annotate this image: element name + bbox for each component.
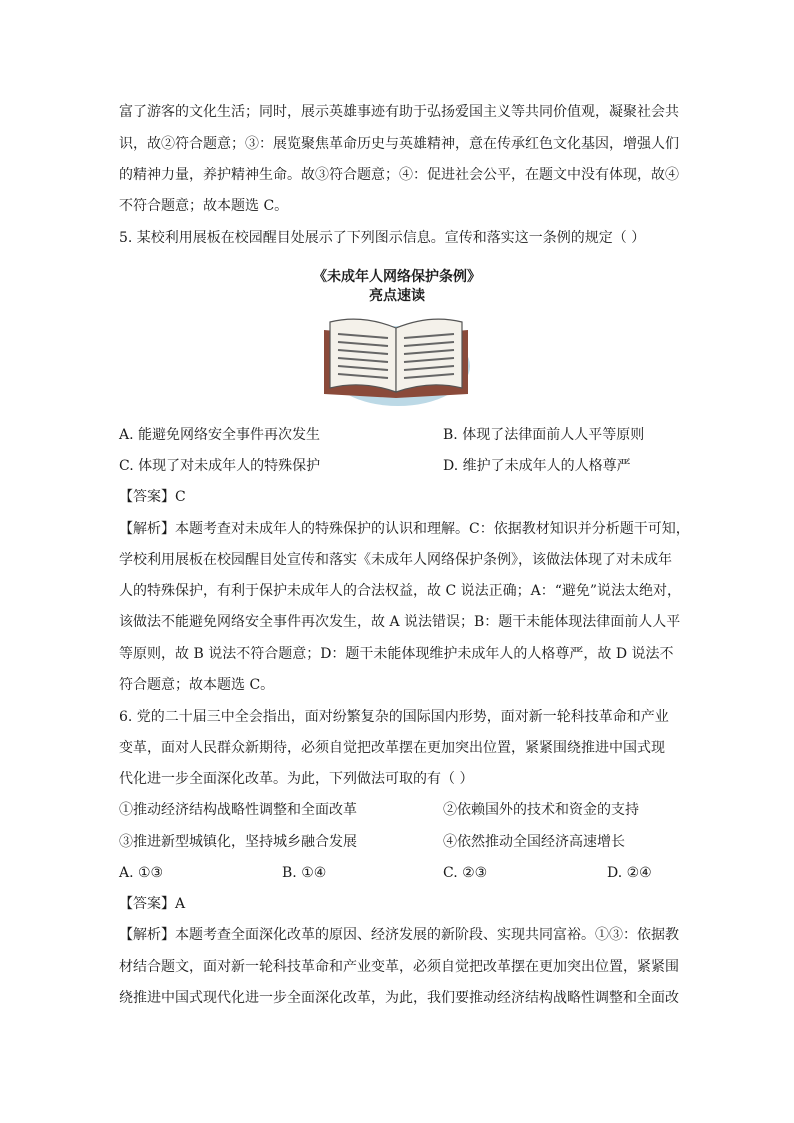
book-left-page (330, 319, 396, 392)
q6-option-a: A. ①③ (119, 865, 164, 881)
q6-item-1: ①推动经济结构战略性调整和全面改革 (119, 802, 357, 818)
text-line: 不符合题意；故本题选 C。 (119, 198, 289, 214)
q5-option-d: D. 维护了未成年人的人格尊严 (443, 458, 631, 474)
figure-subtitle: 亮点速读 (369, 288, 425, 304)
q5-analysis-line: 符合题意；故本题选 C。 (119, 677, 275, 693)
figure-title: 《未成年人网络保护条例》 (313, 269, 481, 285)
q5-analysis-line: 等原则，故 B 说法不符合题意；D：题干未能体现维护未成年人的人格尊严，故 D 说法不 (119, 646, 674, 662)
q6-answer: 【答案】A (119, 896, 186, 912)
q6-analysis-line: 绕推进中国式现代化进一步全面深化改革，为此，我们要推动经济结构战略性调整和全面改 (119, 990, 679, 1006)
q5-answer: 【答案】C (119, 489, 186, 505)
q6-stem-line: 变革，面对人民群众新期待，必须自觉把改革摆在更加突出位置，紧紧围绕推进中国式现 (119, 740, 665, 756)
q5-option-c: C. 体现了对未成年人的特殊保护 (119, 458, 321, 474)
q6-item-4: ④依然推动全国经济高速增长 (443, 834, 625, 850)
q6-analysis-line: 【解析】本题考查全面深化改革的原因、经济发展的新阶段、实现共同富裕。①③：依据教 (119, 927, 679, 943)
book-right-page (396, 319, 462, 392)
q6-item-2: ②依赖国外的技术和资金的支持 (443, 802, 639, 818)
text-line: 的精神力量，养护精神生命。故③符合题意；④：促进社会公平，在题文中没有体现，故④ (119, 167, 679, 183)
q5-analysis-line: 学校利用展板在校园醒目处宣传和落实《未成年人网络保护条例》，该做法体现了对未成年 (119, 552, 672, 568)
q6-item-3: ③推进新型城镇化，坚持城乡融合发展 (119, 834, 357, 850)
q5-option-b: B. 体现了法律面前人人平等原则 (443, 427, 645, 443)
text-line: 富了游客的文化生活；同时，展示英雄事迹有助于弘扬爱国主义等共同价值观，凝聚社会共 (119, 104, 679, 120)
q6-option-c: C. ②③ (443, 865, 488, 881)
text-line: 识，故②符合题意；③：展览聚焦革命历史与英雄精神，意在传承红色文化基因，增强人们 (119, 136, 679, 152)
q5-analysis-line: 该做法不能避免网络安全事件再次发生，故 A 说法错误；B：题干未能体现法律面前人人平 (119, 614, 681, 630)
q6-analysis-line: 材结合题文，面对新一轮科技革命和产业变革，必须自觉把改革摆在更加突出位置，紧紧围 (119, 959, 679, 975)
q6-stem-line: 代化进一步全面深化改革。为此，下列做法可取的有（ ） (119, 771, 474, 787)
q6-option-b: B. ①④ (282, 865, 327, 881)
q6-option-d: D. ②④ (607, 865, 652, 881)
open-book-icon (318, 308, 474, 408)
q5-analysis-line: 人的特殊保护，有利于保护未成年人的合法权益，故 C 说法正确；A：“避免”说法太绝对， (119, 583, 682, 599)
q5-option-a: A. 能避免网络安全事件再次发生 (119, 427, 321, 443)
question-5-stem: 5. 某校利用展板在校园醒目处展示了下列图示信息。宣传和落实这一条例的规定（ ） (119, 230, 646, 246)
q5-analysis-line: 【解析】本题考查对未成年人的特殊保护的认识和理解。C：依据教材知识并分析题干可知， (119, 521, 690, 537)
q6-stem-line: 6. 党的二十届三中全会指出，面对纷繁复杂的国际国内形势，面对新一轮科技革命和产业 (119, 709, 669, 725)
